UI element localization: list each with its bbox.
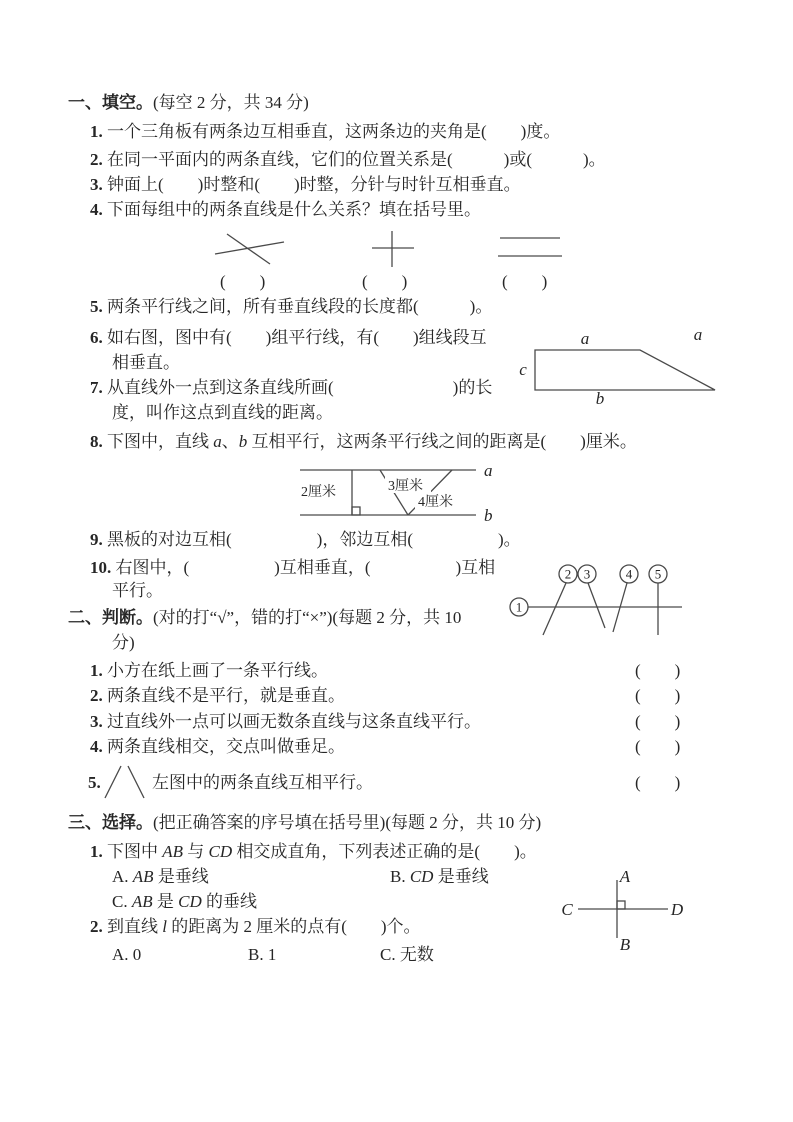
section2-header: 二、判断。(对的打“√”，错的打“×”)(每题 2 分，共 10 xyxy=(68,608,462,627)
q8-label-2cm: 2厘米 xyxy=(301,485,336,500)
q10-label-3: 3 xyxy=(583,566,591,582)
s1-item-8: 8. 下图中，直线 a、b 互相平行，这两条平行线之间的距离是( )厘米。 xyxy=(90,432,637,451)
q8-label-line-a: a xyxy=(484,461,493,480)
q6-label-outer-a: a xyxy=(693,328,703,344)
s3-q2-option-c: C. 无数 xyxy=(380,945,434,964)
q10-figure-numbered-lines xyxy=(508,556,793,656)
s1-item-7: 7. 从直线外一点到这条直线所画( )的长 xyxy=(90,378,493,397)
s1-item-2: 2. 在同一平面内的两条直线，它们的位置关系是( )或( )。 xyxy=(90,150,606,169)
s1-item-5: 5. 两条平行线之间，所有垂直线段的长度都( )。 xyxy=(90,297,493,316)
s1-item-10: 10. 右图中，( )互相垂直，( )互相 xyxy=(90,558,496,577)
s1-item-7b: 度，叫作这点到直线的距离。 xyxy=(112,403,333,422)
s2-answer-paren-4: ( ) xyxy=(635,737,681,756)
s2-item-3: 3. 过直线外一点可以画无数条直线与这条直线平行。 xyxy=(90,712,481,731)
s2-item-5-text: 左图中的两条直线互相平行。 xyxy=(152,773,373,792)
q4-answer-blank-2: ( ) xyxy=(362,272,408,291)
s2-item-5-number: 5. xyxy=(88,773,105,792)
q10-label-1: 1 xyxy=(515,599,523,615)
s2-item-1: 1. 小方在纸上画了一条平行线。 xyxy=(90,661,328,680)
s3-q1-option-b: B. CD 是垂线 xyxy=(390,867,489,886)
s2-answer-paren-2: ( ) xyxy=(635,686,681,705)
s2-answer-paren-3: ( ) xyxy=(635,712,681,731)
s3-q2-option-b: B. 1 xyxy=(248,945,277,964)
q4-figure-perpendicular-cross xyxy=(358,224,422,276)
q6-label-top-a: a xyxy=(580,329,590,348)
c1-label-a: A xyxy=(619,867,631,886)
q4-figure-intersecting-lines xyxy=(200,226,300,274)
section3-header: 三、选择。(把正确答案的序号填在括号里)(每题 2 分，共 10 分) xyxy=(68,813,542,832)
s1-item-10b: 平行。 xyxy=(112,581,163,600)
s1-item-6b: 相垂直。 xyxy=(112,353,180,372)
q8-label-3cm: 3厘米 xyxy=(388,479,423,494)
q6-figure-trapezoid xyxy=(515,328,750,408)
s2-item-2: 2. 两条直线不是平行，就是垂直。 xyxy=(90,686,345,705)
q4-answer-blank-3: ( ) xyxy=(502,272,548,291)
s3-question-2: 2. 到直线 l 的距离为 2 厘米的点有( )个。 xyxy=(90,917,421,936)
q8-label-4cm: 4厘米 xyxy=(418,495,453,510)
c1-label-c: C xyxy=(561,900,573,919)
s1-item-3: 3. 钟面上( )时整和( )时整，分针与时针互相垂直。 xyxy=(90,175,521,194)
q6-label-left-c: c xyxy=(519,360,527,379)
s3-q1-option-a: A. AB 是垂线 xyxy=(112,867,209,886)
q10-label-2: 2 xyxy=(564,566,572,582)
s1-item-6: 6. 如右图，图中有( )组平行线，有( )组线段互 xyxy=(90,328,487,347)
q10-label-4: 4 xyxy=(625,566,633,582)
q5-figure-two-slanted-lines xyxy=(100,760,152,802)
section2-header2: 分) xyxy=(112,633,135,652)
s2-item-4: 4. 两条直线相交，交点叫做垂足。 xyxy=(90,737,345,756)
s1-item-9: 9. 黑板的对边互相( )，邻边互相( )。 xyxy=(90,530,521,549)
s2-answer-paren-5: ( ) xyxy=(635,773,681,792)
q8-label-line-b: b xyxy=(484,506,493,525)
q8-figure-parallel-distance xyxy=(293,452,518,527)
c1-figure-perpendicular-abcd xyxy=(555,862,740,957)
s3-q1-option-c: C. AB 是 CD 的垂线 xyxy=(112,892,257,911)
s2-answer-paren-1: ( ) xyxy=(635,661,681,680)
q10-label-5: 5 xyxy=(654,566,662,582)
section1-header: 一、填空。(每空 2 分，共 34 分) xyxy=(68,93,309,112)
s3-q2-option-a: A. 0 xyxy=(112,945,142,964)
s3-question-1: 1. 下图中 AB 与 CD 相交成直角，下列表述正确的是( )。 xyxy=(90,842,537,861)
q4-figure-parallel-lines xyxy=(492,230,572,266)
c1-label-d: D xyxy=(670,900,684,919)
q6-label-bottom-b: b xyxy=(595,389,605,408)
c1-label-b: B xyxy=(619,935,631,954)
s1-item-4: 4. 下面每组中的两条直线是什么关系？填在括号里。 xyxy=(90,200,481,219)
q4-answer-blank-1: ( ) xyxy=(220,272,266,291)
s1-item-1: 1. 一个三角板有两条边互相垂直，这两条边的夹角是( )度。 xyxy=(90,122,561,141)
